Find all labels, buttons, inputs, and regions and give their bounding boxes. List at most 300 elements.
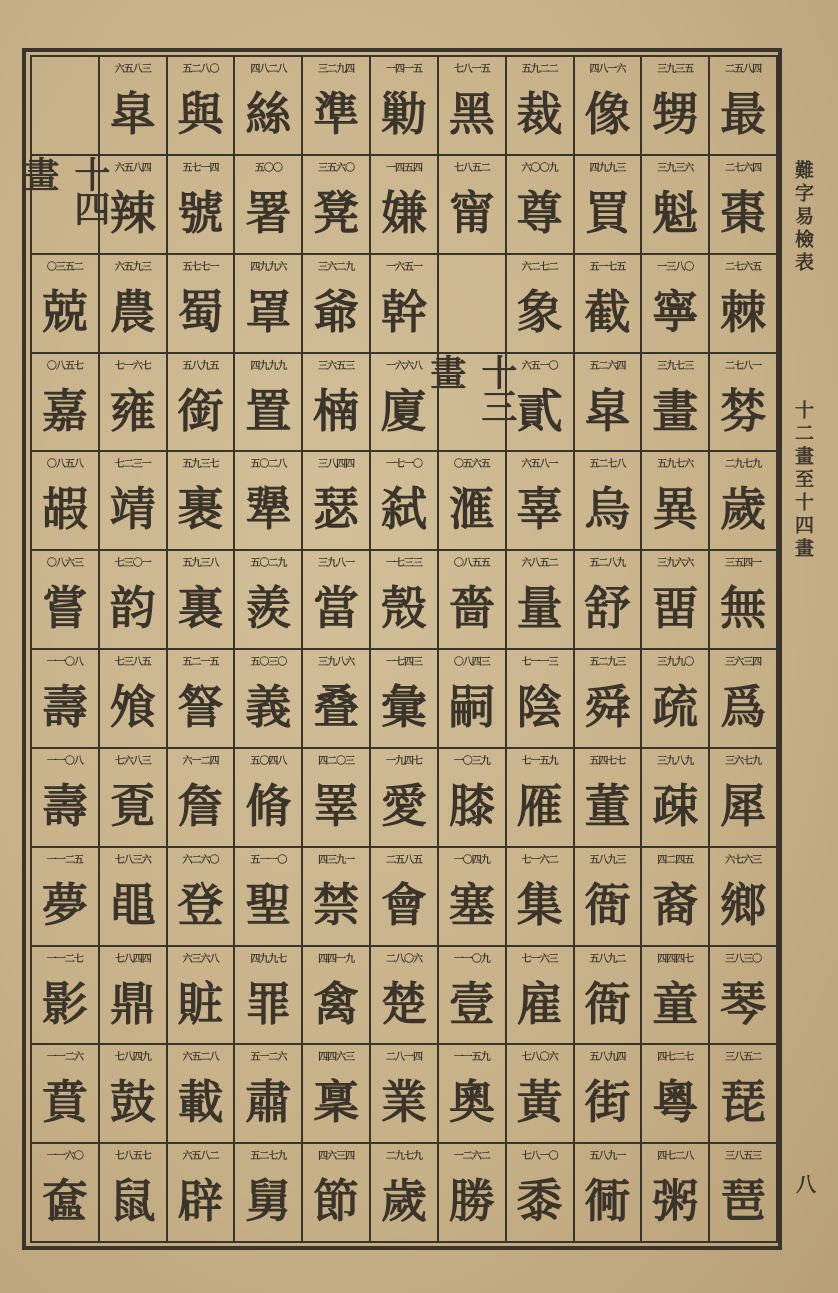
- character-cell: [235, 650, 303, 749]
- character-cell: [710, 947, 778, 1046]
- character-code: 三六二九: [318, 261, 355, 273]
- character-cell: [32, 848, 100, 947]
- character: 詹: [177, 778, 224, 833]
- character-code: 四八二八: [250, 64, 287, 75]
- character: 陰: [516, 680, 563, 734]
- character-cell: [371, 452, 439, 551]
- character-code: 六五九三: [114, 261, 151, 273]
- character-code: 一六六八: [385, 360, 422, 372]
- character-cell: [710, 255, 778, 354]
- character: 粥: [652, 1174, 699, 1229]
- character-cell: [303, 57, 371, 156]
- character-code: 七一一三: [521, 657, 558, 668]
- character: 棘: [720, 284, 767, 339]
- character-code: 五七一四: [182, 162, 219, 174]
- character-cell: [439, 848, 507, 947]
- character-cell: [303, 551, 371, 650]
- character-code: 一一〇八: [46, 755, 83, 767]
- character-cell: [507, 156, 575, 255]
- character: 影: [41, 976, 88, 1031]
- character: 黍: [516, 1174, 563, 1229]
- character-code: 五〇二九: [250, 558, 287, 570]
- character: 鄉: [720, 877, 767, 932]
- character: 異: [652, 482, 699, 537]
- character: 疎: [652, 778, 699, 833]
- character-cell: [642, 848, 710, 947]
- character: 銜: [177, 383, 224, 438]
- character: 彙: [380, 680, 427, 734]
- character-cell: [710, 551, 778, 650]
- character: 當: [313, 581, 360, 636]
- character: 罩: [245, 284, 292, 339]
- character: 裹: [177, 482, 224, 537]
- character-cell: [168, 1144, 236, 1243]
- character: 衙: [584, 877, 631, 932]
- character-cell: [507, 1144, 575, 1243]
- character-cell: [439, 57, 507, 156]
- character-cell: [439, 749, 507, 848]
- character: 烏: [584, 482, 631, 537]
- character: 脩: [245, 778, 292, 833]
- character-cell: [575, 749, 643, 848]
- character-cell: [642, 57, 710, 156]
- character: 嘏: [41, 482, 88, 537]
- character-cell: [371, 255, 439, 354]
- character: 楚: [380, 976, 427, 1031]
- character-code: 一九四七: [385, 755, 422, 767]
- character-code: 七一六二: [521, 854, 558, 866]
- character: 衙: [584, 976, 631, 1031]
- character-code: 四九九六: [250, 261, 287, 273]
- character-code: 五八九三: [589, 854, 626, 866]
- stroke-header-cell: [424, 353, 518, 453]
- character-code: 一一〇八: [46, 657, 83, 668]
- character-cell: [575, 650, 643, 749]
- character-code: 二七六五: [725, 261, 762, 273]
- character-code: 一一五九: [453, 1052, 490, 1064]
- character: 殼: [380, 581, 427, 636]
- character: 業: [380, 1075, 427, 1130]
- character: 犟: [245, 482, 292, 537]
- character-cell: [710, 1144, 778, 1243]
- character-code: 一一六〇: [46, 1151, 83, 1163]
- character: 爲: [720, 680, 767, 734]
- character: 肅: [245, 1075, 292, 1130]
- character-index-table: [17, 55, 778, 1243]
- character-code: 六五二八: [182, 1052, 219, 1064]
- character-cell: [235, 57, 303, 156]
- character: 雁: [516, 778, 563, 833]
- character-cell: [507, 848, 575, 947]
- character: 署: [245, 185, 292, 240]
- character-cell: [371, 156, 439, 255]
- character: 睪: [313, 778, 360, 833]
- character-code: 五〇三〇: [250, 657, 287, 668]
- character-code: 五二七八: [589, 459, 626, 471]
- character-cell: [100, 650, 168, 749]
- character-code: 四四六三: [318, 1052, 355, 1064]
- character-cell: [575, 551, 643, 650]
- character-cell: [439, 947, 507, 1046]
- character: 覔: [109, 778, 156, 833]
- character-cell: [439, 156, 507, 255]
- character: 廈: [380, 383, 427, 438]
- character: 像: [584, 87, 631, 141]
- character-cell: [710, 848, 778, 947]
- empty-cell: [32, 57, 100, 156]
- character-cell: [100, 551, 168, 650]
- character: 賍: [177, 976, 224, 1031]
- character-cell: [710, 1045, 778, 1144]
- character-cell: [642, 354, 710, 453]
- character-code: 七三八五: [114, 657, 151, 668]
- character: 羨: [245, 581, 292, 636]
- character-cell: [100, 1045, 168, 1144]
- character-cell: [303, 156, 371, 255]
- character: 靖: [109, 482, 156, 537]
- character: 辜: [516, 482, 563, 537]
- character: 嘉: [41, 383, 88, 438]
- character-code: 一七三三: [385, 558, 422, 570]
- character-cell: [371, 947, 439, 1046]
- character-code: 四二〇三: [318, 755, 355, 767]
- character-cell: [642, 551, 710, 650]
- character: 黑: [448, 87, 495, 141]
- character-code: 七八五七: [114, 1151, 151, 1163]
- character-cell: [100, 156, 168, 255]
- character: 登: [177, 877, 224, 932]
- character: 禁: [313, 877, 360, 932]
- character-cell: [371, 57, 439, 156]
- character-cell: [32, 749, 100, 848]
- character-cell: [710, 749, 778, 848]
- character-cell: [32, 255, 100, 354]
- character-cell: [100, 1144, 168, 1243]
- character-cell: [575, 156, 643, 255]
- character-cell: [100, 947, 168, 1046]
- character-cell: [235, 1144, 303, 1243]
- character-code: 六五八一: [521, 459, 558, 471]
- character: 買: [584, 185, 631, 240]
- character: 裔: [652, 877, 699, 932]
- character-cell: [642, 452, 710, 551]
- character-code: 一七四三: [385, 657, 422, 668]
- character-cell: [642, 947, 710, 1046]
- character-cell: [100, 255, 168, 354]
- character-cell: [32, 1144, 100, 1243]
- character-code: 六三六八: [182, 953, 219, 965]
- character-code: 二七八一: [725, 360, 762, 372]
- character-code: 六八五二: [521, 558, 558, 570]
- character: 載: [177, 1075, 224, 1130]
- character-code: 四九九九: [250, 360, 287, 372]
- character: 粵: [652, 1075, 699, 1130]
- character: 愛: [380, 778, 427, 833]
- character: 準: [313, 87, 360, 141]
- character-cell: [235, 452, 303, 551]
- character-cell: [710, 156, 778, 255]
- character-cell: [371, 650, 439, 749]
- character-code: 三六三四: [725, 657, 762, 668]
- character-code: 〇八四三: [453, 657, 490, 668]
- character: 壽: [41, 778, 88, 833]
- character-cell: [32, 452, 100, 551]
- character: 量: [516, 581, 563, 636]
- character-cell: [642, 1144, 710, 1243]
- character-code: 四七二八: [657, 1151, 694, 1163]
- character-cell: [235, 255, 303, 354]
- character-cell: [507, 57, 575, 156]
- character: 鼎: [109, 976, 156, 1031]
- character: 韵: [109, 581, 156, 636]
- character-cell: [507, 452, 575, 551]
- character-cell: [235, 1045, 303, 1144]
- character: 黽: [109, 877, 156, 932]
- character-code: 二八一四: [385, 1052, 422, 1064]
- character-code: 七二三一: [114, 459, 151, 471]
- character-cell: [32, 947, 100, 1046]
- character-cell: [32, 551, 100, 650]
- character-cell: [303, 650, 371, 749]
- character-code: 三八五三: [725, 1151, 762, 1163]
- character: 嗇: [448, 581, 495, 636]
- character-cell: [303, 848, 371, 947]
- character: 凳: [313, 185, 360, 240]
- character-code: 七八四四: [114, 953, 151, 965]
- character-code: 二九七九: [725, 459, 762, 471]
- character-code: 二八〇六: [385, 953, 422, 965]
- character-code: 二五八五: [385, 854, 422, 866]
- character-code: 三八三〇: [725, 953, 762, 965]
- character-cell: [32, 650, 100, 749]
- character-cell: [303, 452, 371, 551]
- character-code: 三九三五: [657, 64, 694, 75]
- character: 辣: [109, 185, 156, 240]
- character: 街: [584, 1075, 631, 1130]
- character-code: 五九三八: [182, 558, 219, 570]
- character: 辟: [177, 1174, 224, 1229]
- character-cell: [439, 650, 507, 749]
- character: 節: [313, 1174, 360, 1229]
- character-code: 一〇三九: [453, 755, 490, 767]
- character-cell: [303, 1045, 371, 1144]
- character: 禽: [313, 976, 360, 1031]
- stroke-count-label: 十三畫: [424, 353, 518, 422]
- character-cell: [32, 354, 100, 453]
- character: 畱: [652, 581, 699, 636]
- character-cell: [168, 848, 236, 947]
- character: 無: [720, 581, 767, 636]
- character: 最: [720, 87, 767, 141]
- character-cell: [575, 57, 643, 156]
- character-cell: [642, 156, 710, 255]
- character: 象: [516, 284, 563, 339]
- character: 截: [584, 284, 631, 339]
- character-code: 七一六七: [114, 360, 151, 372]
- character-cell: [507, 255, 575, 354]
- character: 裏: [177, 581, 224, 636]
- character-code: 二七六四: [725, 162, 762, 174]
- character-cell: [371, 551, 439, 650]
- character: 與: [177, 87, 224, 141]
- character-code: 三五六〇: [318, 162, 355, 174]
- character: 裁: [516, 87, 563, 141]
- character-cell: [168, 650, 236, 749]
- character-cell: [235, 749, 303, 848]
- character: 置: [245, 383, 292, 438]
- character-cell: [168, 156, 236, 255]
- character: 鼠: [109, 1174, 156, 1229]
- character-code: 一一二五: [46, 854, 83, 866]
- character: 壹: [448, 976, 495, 1031]
- character-cell: [168, 452, 236, 551]
- character-code: 三八五二: [725, 1052, 762, 1064]
- character-cell: [507, 650, 575, 749]
- character-code: 〇八五七: [46, 360, 83, 372]
- character-code: 五二一五: [182, 657, 219, 668]
- character-code: 五二七九: [250, 1151, 287, 1163]
- character-code: 一四五四: [385, 162, 422, 174]
- character-cell: [642, 749, 710, 848]
- character-code: 七八三六: [114, 854, 151, 866]
- character: 瑟: [313, 482, 360, 537]
- character-cell: [710, 354, 778, 453]
- character: 弑: [380, 482, 427, 537]
- character: 疏: [652, 680, 699, 734]
- stroke-count-label: 十四畫: [17, 155, 111, 224]
- character-cell: [507, 354, 575, 453]
- character-code: 二九七九: [385, 1151, 422, 1163]
- character-cell: [303, 947, 371, 1046]
- character-cell: [235, 551, 303, 650]
- character-cell: [710, 57, 778, 156]
- character: 膝: [448, 778, 495, 833]
- character-code: 七八四九: [114, 1052, 151, 1064]
- character-code: 四三九一: [318, 854, 355, 866]
- character-code: 三九八九: [657, 755, 694, 767]
- character: 皐: [109, 87, 156, 141]
- character-code: 一一二七: [46, 953, 83, 965]
- character: 爺: [313, 284, 360, 339]
- character: 壽: [41, 680, 88, 734]
- character-code: 四九九七: [250, 953, 287, 965]
- character-code: 三八四四: [318, 459, 355, 471]
- character: 塞: [448, 877, 495, 932]
- character: 蜀: [177, 284, 224, 339]
- character-code: 五一二六: [250, 1052, 287, 1064]
- character-cell: [32, 1045, 100, 1144]
- character-code: 六二六〇: [182, 854, 219, 866]
- character-code: 五八九二: [589, 953, 626, 965]
- character-code: 三九三六: [657, 162, 694, 174]
- character-cell: [235, 848, 303, 947]
- character-code: 四六三四: [318, 1151, 355, 1163]
- character: 嫌: [380, 185, 427, 240]
- character-cell: [371, 1045, 439, 1144]
- character-code: 六五八四: [114, 162, 151, 174]
- character-code: 三五四一: [725, 558, 762, 570]
- character-cell: [575, 354, 643, 453]
- character-code: 七八一〇: [521, 1151, 558, 1163]
- character-code: 三六五三: [318, 360, 355, 372]
- character-code: 五八九五: [182, 360, 219, 372]
- character-cell: [235, 354, 303, 453]
- character: 絲: [245, 87, 292, 141]
- character-cell: [575, 947, 643, 1046]
- character-code: 一一〇九: [453, 953, 490, 965]
- character-code: 六〇〇九: [521, 162, 558, 174]
- character: 棼: [720, 383, 767, 438]
- page-number: 八: [796, 1172, 816, 1196]
- character: 董: [584, 778, 631, 833]
- character-code: 三九七三: [657, 360, 694, 372]
- character: 魁: [652, 185, 699, 240]
- character: 雇: [516, 976, 563, 1031]
- character-cell: [168, 551, 236, 650]
- character-code: 三九九〇: [657, 657, 694, 668]
- character-cell: [168, 354, 236, 453]
- character-code: 六二七二: [521, 261, 558, 273]
- character-code: 一七一〇: [385, 459, 422, 471]
- character-code: 一二六二: [453, 1151, 490, 1163]
- character-code: 五八九一: [589, 1151, 626, 1163]
- character-code: 七八〇六: [521, 1052, 558, 1064]
- character-code: 〇八五八: [46, 459, 83, 471]
- character-cell: [168, 1045, 236, 1144]
- character: 楠: [313, 383, 360, 438]
- character-cell: [371, 1144, 439, 1243]
- character-code: 五〇〇: [254, 162, 282, 174]
- character-cell: [168, 255, 236, 354]
- character-code: 一三八〇: [657, 261, 694, 273]
- character-code: 五九三七: [182, 459, 219, 471]
- character: 尊: [516, 185, 563, 240]
- character: 集: [516, 877, 563, 932]
- character-code: 四八一六: [589, 64, 626, 75]
- character: 奧: [448, 1075, 495, 1130]
- character-cell: [507, 551, 575, 650]
- character-code: 三九六六: [657, 558, 694, 570]
- character-cell: [642, 650, 710, 749]
- character: 雍: [109, 383, 156, 438]
- character-cell: [575, 452, 643, 551]
- character: 幹: [380, 284, 427, 339]
- character-cell: [168, 57, 236, 156]
- character-code: 四四四七: [657, 953, 694, 965]
- character-cell: [439, 1144, 507, 1243]
- character-cell: [642, 1045, 710, 1144]
- character: 叠: [313, 680, 360, 734]
- character: 寧: [652, 284, 699, 339]
- character: 歲: [380, 1174, 427, 1229]
- character-cell: [575, 255, 643, 354]
- character: 賁: [41, 1075, 88, 1130]
- character: 琴: [720, 976, 767, 1031]
- character-cell: [168, 749, 236, 848]
- character-code: 五九二二: [521, 64, 558, 75]
- character: 棗: [720, 185, 767, 240]
- character: 黃: [516, 1075, 563, 1130]
- character: 奩: [41, 1174, 88, 1229]
- character-cell: [371, 848, 439, 947]
- character: 鼓: [109, 1075, 156, 1130]
- character: 聖: [245, 877, 292, 932]
- character-code: 五七七一: [182, 261, 219, 273]
- character-cell: [507, 1045, 575, 1144]
- character-code: 五九七六: [657, 459, 694, 471]
- character: 歲: [720, 482, 767, 537]
- character-code: 四二四五: [657, 854, 694, 866]
